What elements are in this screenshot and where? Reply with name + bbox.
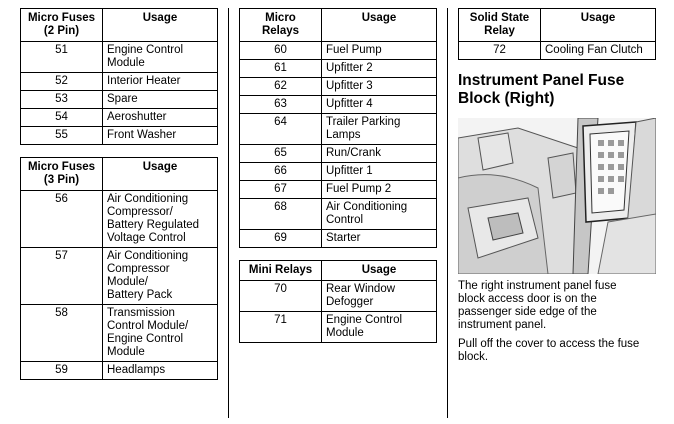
cell-usage: Trailer Parking Lamps	[322, 114, 437, 145]
column-header-usage: Usage	[322, 9, 437, 42]
table-header-row	[459, 9, 656, 42]
cell-number: 70	[240, 281, 322, 312]
cell-usage: Fuel Pump 2	[322, 181, 437, 199]
fuse-block-access-door-illustration	[458, 118, 656, 274]
table-row	[240, 181, 437, 199]
column-middle	[239, 8, 437, 343]
table-row	[240, 230, 437, 248]
cell-number: 67	[240, 181, 322, 199]
table-header-row	[21, 9, 218, 42]
cell-usage: Upfitter 4	[322, 96, 437, 114]
column-header-number: Micro Fuses (3 Pin)	[21, 158, 103, 191]
column-header-number: Micro Relays	[240, 9, 322, 42]
cell-number: 58	[21, 305, 103, 362]
column-header-usage: Usage	[541, 9, 656, 42]
cell-usage: Air Conditioning Compressor/ Battery Regulated Voltage Control	[103, 191, 218, 248]
cell-usage: Air Conditioning Control	[322, 199, 437, 230]
fuse-table	[20, 157, 218, 380]
table-row	[21, 109, 218, 127]
table-header-row	[21, 158, 218, 191]
cell-number: 72	[459, 42, 541, 60]
table-row	[240, 281, 437, 312]
table-row	[240, 312, 437, 343]
table-row	[240, 114, 437, 145]
table-header-row	[240, 9, 437, 42]
cell-number: 66	[240, 163, 322, 181]
table-row	[21, 248, 218, 305]
column-divider	[228, 8, 229, 418]
cell-number: 65	[240, 145, 322, 163]
cell-number: 63	[240, 96, 322, 114]
cell-usage: Air Conditioning Compressor Module/ Battery Pack	[103, 248, 218, 305]
relay-table	[458, 8, 656, 60]
table-row	[240, 78, 437, 96]
table-row	[21, 362, 218, 380]
cell-number: 51	[21, 42, 103, 73]
column-header-usage: Usage	[103, 158, 218, 191]
section-heading: Instrument Panel Fuse Block (Right)	[458, 72, 625, 107]
table-row	[21, 91, 218, 109]
cell-usage: Aeroshutter	[103, 109, 218, 127]
cell-usage: Upfitter 1	[322, 163, 437, 181]
cell-usage: Upfitter 3	[322, 78, 437, 96]
column-header-usage: Usage	[103, 9, 218, 42]
table-row	[240, 60, 437, 78]
cell-number: 68	[240, 199, 322, 230]
column-left	[20, 8, 218, 380]
cell-usage: Fuel Pump	[322, 42, 437, 60]
column-header-usage: Usage	[322, 261, 437, 281]
description-paragraph: The right instrument panel fuse block access door is on the passenger side edge of the instrument panel.	[458, 280, 617, 331]
cell-number: 53	[21, 91, 103, 109]
cell-number: 61	[240, 60, 322, 78]
cell-usage: Run/Crank	[322, 145, 437, 163]
table-row	[240, 96, 437, 114]
table-row	[21, 191, 218, 248]
cell-usage: Engine Control Module	[322, 312, 437, 343]
table-row	[21, 73, 218, 91]
cell-number: 55	[21, 127, 103, 145]
table-row	[240, 145, 437, 163]
cell-usage: Front Washer	[103, 127, 218, 145]
cell-number: 69	[240, 230, 322, 248]
cell-number: 60	[240, 42, 322, 60]
relay-table	[239, 8, 437, 248]
description-paragraph: Pull off the cover to access the fuse block.	[458, 338, 640, 363]
column-right	[458, 8, 656, 364]
column-divider	[447, 8, 448, 418]
column-header-number: Solid State Relay	[459, 9, 541, 42]
table-row	[21, 127, 218, 145]
cell-usage: Upfitter 2	[322, 60, 437, 78]
cell-usage: Starter	[322, 230, 437, 248]
cell-usage: Rear Window Defogger	[322, 281, 437, 312]
cell-usage: Headlamps	[103, 362, 218, 380]
cell-usage: Cooling Fan Clutch	[541, 42, 656, 60]
table-row	[21, 305, 218, 362]
cell-number: 56	[21, 191, 103, 248]
cell-usage: Transmission Control Module/ Engine Control Module	[103, 305, 218, 362]
cell-number: 52	[21, 73, 103, 91]
cell-number: 59	[21, 362, 103, 380]
table-row	[240, 163, 437, 181]
cell-number: 54	[21, 109, 103, 127]
cell-number: 71	[240, 312, 322, 343]
table-header-row	[240, 261, 437, 281]
table-row	[459, 42, 656, 60]
column-header-number: Mini Relays	[240, 261, 322, 281]
table-row	[240, 42, 437, 60]
table-row	[21, 42, 218, 73]
cell-number: 64	[240, 114, 322, 145]
cell-number: 57	[21, 248, 103, 305]
cell-usage: Engine Control Module	[103, 42, 218, 73]
table-row	[240, 199, 437, 230]
column-header-number: Micro Fuses (2 Pin)	[21, 9, 103, 42]
cell-usage: Spare	[103, 91, 218, 109]
cell-usage: Interior Heater	[103, 73, 218, 91]
cell-number: 62	[240, 78, 322, 96]
fuse-table	[20, 8, 218, 145]
relay-table	[239, 260, 437, 343]
